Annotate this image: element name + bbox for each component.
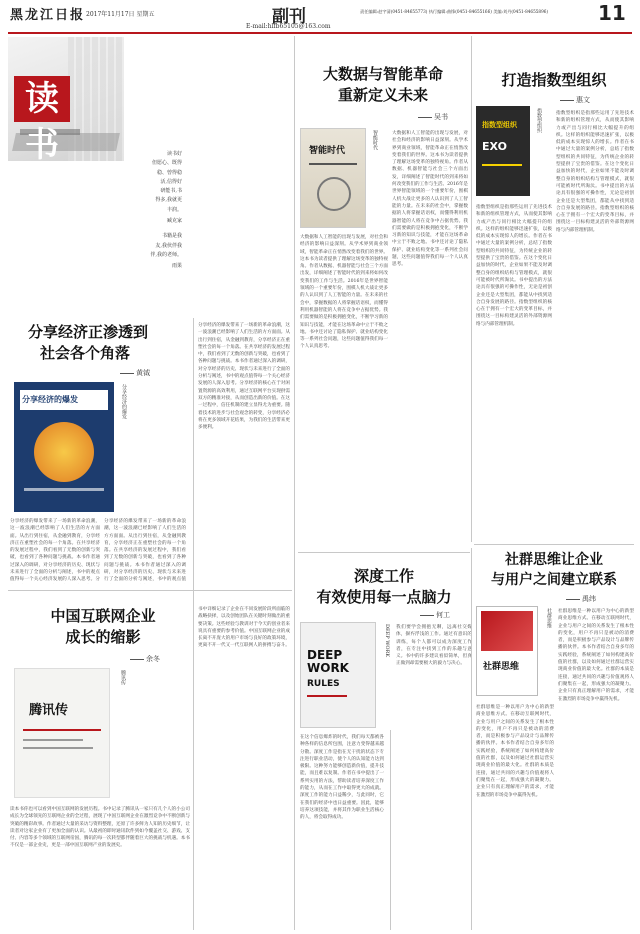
rule-vertical-3 xyxy=(471,36,472,542)
a1-body-left: 分享经济的爆发带来了一场新的革命浪潮，这一波浪潮已经影响了人们生活的方方面面。从出行到住宿，从金融到教育，分享经济正在重塑社会的每一个角落。在共享经济的发展过程中，我们看到了无数的创新与突破，也看到了各种问题与挑战。本书作者通过深入的调研，对分享经济的历史、现状与未来进行了全面的分析与阐述，书中的观点值得每一个关心经济发展的人深入思考。分 xyxy=(10,519,100,583)
a5-book-title: DEEP WORK xyxy=(307,648,349,675)
section-title: 副刊 xyxy=(272,7,306,27)
a2-title: 大数据与智能革命 重新定义未来 xyxy=(322,65,443,104)
a2-body-left: 大数据和人工智能的出现与发展，对社会和经济的影响日益深刻。从学术界到商业领域，智能革命正在悄然改变着我们的世界。这本书为读者提供了理解这场变革的独特视角。作者从数据、机器智能与社会三个方面出发，详细阐述了智能时代的到来将如何改变我们的工作与生活。2016年是世界智能领域的一个重要年份，围棋人机大战让更多的人认识到了人工智能的力量。在未来的社会中，掌握数据的人将掌握话语权，而懂得利用机器智能的人将在竞争中占据优势。我们需要做的是积极拥抱变化，不断学习新的知识与技能，才能在这场革命中立于不败之地。书中还讨论了隐私保护、就业结构变化等一系列社会问题，这些问题值得我们每一个人认真思考。 xyxy=(300,235,388,350)
rule-vertical-5 xyxy=(471,548,472,930)
a4-author: 禹纬 xyxy=(566,594,596,604)
rule-left-mid xyxy=(8,590,292,591)
a1-author: 黄钺 xyxy=(120,368,150,378)
page-number: 11 xyxy=(598,1,626,25)
masthead-logo: 黑龙江日报 xyxy=(10,8,86,23)
a6-book-title: 腾讯传 xyxy=(29,703,69,718)
a3-body-col2: 指数型组织是指那些运用了先进技术和新的组织管理方式，从而使其影响力或产出与同行相比大幅提升的组织。这样的组织能够迅速扩张，以极低的成本实现惊人的增长。作者在书中通过大量的案例分析，总结了指数型组织的共同特征，为传统企业的转型提供了宝贵的借鉴。在这个变化日益加快的时代，企业如果不能及时调整自身的组织结构与管理模式，就很可能被时代所淘汰。书中提出的方法论具有很强的可操作性，无论是初创企业还是大型集团，都能从中找到适合自身发展的路径。指数型组织的核心在于拥有一个宏大的变革目标，并围绕这一目标构建灵活的外部资源网络与内部管理机制。 xyxy=(556,111,634,233)
a6-book-caption: 腾讯传 xyxy=(120,670,126,685)
a3-book-cover: 指数型组织 EXO xyxy=(476,106,530,196)
a1-book-title: 分享经济的爆发 xyxy=(22,394,78,404)
editor-info: 责任编辑:赵宇清(0451-84655773) 执行编辑:曲锋(0451-84655166) 美编:刘丹(0451-84655896) xyxy=(360,9,549,14)
a2-author: 吴书 xyxy=(418,112,448,122)
a4-title: 社群思维让企业 与用户之间建立联系 xyxy=(491,552,617,588)
a2-body-col2: 大数据和人工智能的出现与发展，对社会和经济的影响日益深刻。从学术界到商业领域，智能革命正在悄然改变着我们的世界。这本书为读者提供了理解这场变革的独特视角。作者从数据、机器智能与社会三个方面出发，详细阐述了智能时代的到来将如何改变我们的工作与生活。2016年是世界智能领域的一个重要年份，围棋人机大战让更多的人认识到了人工智能的力量。在未来的社会中，掌握数据的人将掌握话语权，而懂得利用机器智能的人将在竞争中占据优势。我们需要做的是积极拥抱变化，不断学习新的知识与技能，才能在这场革命中立于不败之地。书中还讨论了隐私保护、就业结构变化等一系列社会问题，这些问题值得我们每一个人认真思考。 xyxy=(392,131,468,268)
quote-author: 雨果 xyxy=(171,263,182,270)
a3-book-caption: 指数型组织 xyxy=(536,108,542,133)
a5-title: 深度工作 有效使用每一点脑力 xyxy=(316,567,452,606)
rule-right-mid xyxy=(474,544,634,545)
a5-book-caption: DEEP WORK xyxy=(384,624,390,658)
a6-title: 中国互联网企业 成长的缩影 xyxy=(50,607,156,646)
a4-body-col2: 社群思维是一种以用户为中心的新型商业思维方式。在移动互联网时代，企业与用户之间的关系发生了根本性的变化，用户不再只是被动的消费者，而是积极参与产品设计与品牌传播的伙伴。本书作者结合自身多年的实践经验，系统阐述了如何构建高价值的社群，以及如何通过社群运营实现商业价值的最大化。社群的本质是连接，通过共同的兴趣与价值观将人们聚集在一起，形成强大的凝聚力。企业只有真正理解用户的需求，才能在激烈的市场竞争中赢得先机。 xyxy=(558,609,634,702)
banner-poem: 读书好 但愿心、既得 稳、曾得稳 活,信得好 研能书,书 得多,我就更 丰润。 臧克家 书籍是我 友,我伙伴我 伴,我的老师。 雨果 xyxy=(126,150,182,272)
a2-book-cover xyxy=(300,128,366,228)
a5-body-col2: 我们要学会拥抱无聊，远离社交媒体，摒弃浮浅的工作。通过有意识的训练，每个人都可以成为深度工作者，在专注中找到工作的乐趣与意义。书中的许多建议看似简单，但真正做到却需要极大的毅力与决心。 xyxy=(396,625,472,667)
a5-author: 何工 xyxy=(420,610,450,620)
header-rule xyxy=(8,32,632,34)
a3-title: 打造指数型组织 xyxy=(501,71,607,89)
a5-body-left: 在这个信息爆炸的时代，我们每天都被各种各样的信息所包围，注意力变得越来越分散。深度工作是指在无干扰的状态下专注进行职业活动，使个人的认知能力达到极限。这种努力能够创造新价值，提升技能，而且难以复制。作者在书中提出了一系列实用的方法，帮助读者培养深度工作的能力，从而在工作中取得更大的成就。深度工作的能力日益稀少，与此同时，它在我们的经济中也日益重要。因此，能够培养这项技能，并将其作为职业生活核心的人，将会取得成功。 xyxy=(300,735,384,821)
rule-vertical-4 xyxy=(390,730,391,930)
a5-book-cover xyxy=(300,622,376,728)
a4-book-title: 社群思维 xyxy=(483,662,520,672)
a4-body-left: 社群思维是一种以用户为中心的新型商业思维方式。在移动互联网时代，企业与用户之间的关系发生了根本性的变化，用户不再只是被动的消费者，而是积极参与产品设计与品牌传播的伙伴。本书作者结合自身多年的实践经验，系统阐述了如何构建高价值的社群，以及如何通过社群运营实现商业价值的最大化。社群的本质是连接，通过共同的兴趣与价值观将人们聚集在一起，形成强大的凝聚力。企业只有真正理解用户的需求，才能在激烈的市场竞争中赢得先机。 xyxy=(476,705,554,798)
a6-book-cover xyxy=(14,668,110,798)
masthead-email: E-mail:hlfb65105@163.com xyxy=(246,23,331,30)
rule-vertical-2 xyxy=(294,36,295,930)
a4-book-cover xyxy=(476,606,538,696)
a3-body-left: 指数型组织是指那些运用了先进技术和新的组织管理方式，从而使其影响力或产出与同行相比大幅提升的组织。这样的组织能够迅速扩张，以极低的成本实现惊人的增长。作者在书中通过大量的案例分析，总结了指数型组织的共同特征，为传统企业的转型提供了宝贵的借鉴。在这个变化日益加快的时代，企业如果不能及时调整自身的组织结构与管理模式，就很可能被时代所淘汰。书中提出的方法论具有很强的可操作性，无论是初创企业还是大型集团，都能从中找到适合自身发展的路径。指数型组织的核心在于拥有一个宏大的变革目标，并围绕这一目标构建灵活的外部资源网络与内部管理机制。 xyxy=(476,205,552,327)
a1-book-cover xyxy=(14,382,114,512)
a1-book-caption: 分享经济的爆发 xyxy=(121,384,127,419)
rule-center-mid xyxy=(298,552,470,553)
a2-book-title: 智能时代 xyxy=(309,146,346,156)
a6-body-col2: 书中详细记录了企业在不同发展阶段所面临的战略抉择，以及创始团队在关键时刻做出的重要决策。这些经验与教训对于今天的创业者来说具有重要的参考价值。中国互联网企业的成长离不开庞大的用户市场与良好的政策环境，更离不开一代又一代互联网人的拼搏与奋斗。 xyxy=(198,607,290,649)
masthead-date: 2017年11月17日 星期五 xyxy=(86,11,155,18)
a2-book-caption: 智能时代 xyxy=(372,130,378,150)
a3-author: 惠文 xyxy=(560,95,590,105)
poem-author: 臧克家 xyxy=(166,218,182,225)
column-title: 读书 xyxy=(14,76,70,122)
rule-vertical-1 xyxy=(193,318,194,930)
a6-body-left: 读本书你也可以看到中国互联网的发展历程。书中记录了腾讯从一家只有几个人的小公司成长为全球领先的互联网企业的全过程，展现了中国互联网企业在激烈竞争中不断创新与突破的精彩故事。作者通过大量的采访与资料整理，还原了许多鲜为人知的历史细节，让读者对这家企业有了更加全面的认识。从最初的即时通讯软件到如今覆盖社交、游戏、支付、内容等多个领域的互联网帝国，腾讯的每一次转型都伴随着巨大的挑战与机遇。本书不仅是一部企业史，更是一部中国互联网产业的发展史。 xyxy=(10,807,190,849)
a1-body-col2: 分享经济的爆发带来了一场新的革命浪潮，这一波浪潮已经影响了人们生活的方方面面。从出行到住宿，从金融到教育，分享经济正在重塑社会的每一个角落。在共享经济的发展过程中，我们看到了无数的创新与突破，也看到了各种问题与挑战。本书作者通过深入的调研，对分享经济的历史、现状与未来进行了全面的分析与阐述，书中的观点值得每一个关心经济发展的人深入思考。分享经济的核心在于对闲置资源的高效利用，通过互联网平台实现供需双方的精准对接，从而创造出新的价值。在这一过程中，信任机制的建立显得尤为重要。随着技术的进步与社会观念的转变，分享经济必将在更多领域开花结果，为我们的生活带来更多便利。 xyxy=(198,323,290,431)
a1-body-right: 分享经济的爆发带来了一场新的革命浪潮，这一波浪潮已经影响了人们生活的方方面面。从出行到住宿，从金融到教育，分享经济正在重塑社会的每一个角落。在共享经济的发展过程中，我们看到了无数的创新与突破，也看到了各种问题与挑战。本书作者通过深入的调研，对分享经济的历史、现状与未来进行了全面的分析与阐述，书中的观点值 xyxy=(104,519,186,583)
a3-book-title: 指数型组织 xyxy=(482,120,517,129)
a4-book-caption: 社群思维 xyxy=(546,608,552,628)
a1-title: 分享经济正渗透到 社会各个角落 xyxy=(28,323,149,362)
a6-author: 余冬 xyxy=(130,654,160,664)
a5-book-subtitle: RULES xyxy=(307,679,340,689)
